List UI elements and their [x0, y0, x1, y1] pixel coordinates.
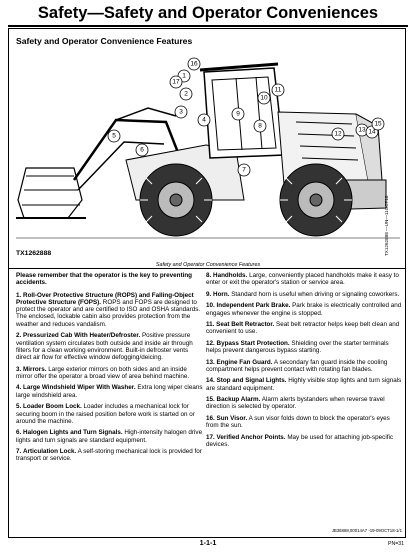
feature-item	[206, 359, 402, 374]
feature-item-number: 11.	[206, 321, 215, 329]
feature-item-number: 4.	[16, 384, 22, 392]
title-rule	[8, 25, 408, 27]
feature-item-title: Stop and Signal Lights.	[216, 377, 287, 385]
feature-item	[206, 434, 402, 449]
feature-item-number: 5.	[16, 403, 22, 411]
feature-item-title: Roll-Over Protective Structure (ROPS) and Falling-Object Protective Structure (FOPS).	[16, 291, 194, 306]
callout-6-label: 6	[140, 146, 144, 154]
feature-item-number: 10.	[206, 302, 215, 310]
feature-item-text: Seat belt retractor helps keep belt clean and convenient to use.	[206, 321, 400, 336]
feature-item-title: Backup Alarm.	[216, 396, 261, 404]
feature-item-number: 7.	[16, 448, 22, 456]
figure-caption: Safety and Operator Convenience Features	[155, 262, 261, 268]
loader-illustration	[16, 50, 400, 246]
feature-item-title: Articulation Lock.	[23, 448, 77, 456]
feature-item-number: 15.	[206, 396, 215, 404]
feature-item-text: Loader includes a mechanical lock for securing boom in the raised position before work is started on or around the machine.	[16, 403, 195, 425]
feature-item-number: 2.	[16, 332, 22, 340]
feature-item-text: High-intensity halogen drive lights and turn signals are standard equipment.	[16, 429, 203, 444]
feature-item-number: 12.	[206, 339, 215, 347]
left-column	[16, 272, 204, 467]
feature-item	[206, 321, 402, 336]
feature-item-title: Pressurized Cab With Heater/Defroster.	[23, 332, 141, 340]
section-title: Safety and Operator Convenience Features	[16, 36, 193, 46]
feature-item-title: Independent Park Brake.	[216, 302, 291, 310]
feature-item	[16, 429, 204, 444]
feature-item	[206, 340, 402, 355]
feature-item-title: Halogen Lights and Turn Signals.	[23, 429, 123, 437]
feature-item-title: Handholds.	[213, 272, 248, 279]
callout-12-label: 12	[334, 130, 342, 138]
feature-item-text: Positive pressure ventilation system circulates both outside and inside air through filters for a clean working environment. Built-in defroster vents direct air flow for effective window defogging/deicing.	[16, 332, 193, 362]
page-title: Safety—Safety and Operator Conveniences	[37, 4, 379, 22]
feature-item-text: A sun visor folds down to block the operator's eyes from the sun.	[206, 414, 390, 430]
feature-item-text: Park brake is electrically controlled and engages whenever the engine is stopped.	[206, 302, 402, 317]
feature-item-title: Horn.	[213, 290, 230, 298]
left-item-list	[16, 292, 204, 463]
intro-text: Please remember that the operator is the key to preventing accidents.	[16, 272, 193, 287]
callout-2-label: 2	[184, 90, 188, 98]
feature-item	[16, 448, 204, 463]
feature-item-text: Large, conveniently placed handholds make it easy to enter or exit the operator's station or service area.	[206, 272, 399, 287]
feature-item-text: A self-storing mechanical lock is provided for transport or service.	[16, 448, 202, 463]
callout-8-label: 8	[258, 122, 262, 130]
right-item-list	[206, 272, 402, 448]
feature-item-title: Bypass Start Protection.	[216, 339, 290, 347]
feature-item	[16, 332, 204, 361]
page-number: 1-1-1	[199, 538, 217, 547]
feature-item-text: A secondary fan guard inside the cooling compartment helps prevent contact with rotating fan blades.	[206, 358, 388, 373]
callout-7-label: 7	[242, 166, 246, 174]
callout-14-label: 14	[368, 128, 376, 136]
callout-11-label: 11	[274, 86, 282, 94]
figure-divider	[8, 268, 406, 269]
feature-item-number: 16.	[206, 414, 215, 422]
feature-item	[206, 396, 402, 411]
callout-3-label: 3	[179, 108, 183, 116]
feature-item-text: Highly visible stop lights and turn signals are standard equipment.	[206, 377, 402, 392]
callout-9-label: 9	[236, 110, 240, 118]
feature-item-text: Alarm alerts bystanders when reverse travel direction is selected by operator.	[206, 396, 385, 411]
feature-item-number: 3.	[16, 365, 22, 373]
feature-item	[206, 272, 402, 287]
feature-item-number: 6.	[16, 429, 22, 437]
feature-item-number: 1.	[16, 291, 22, 299]
feature-item-text: Extra long wiper cleans large windshield area.	[16, 384, 203, 399]
callout-1-label: 1	[182, 72, 186, 80]
feature-item	[206, 302, 402, 317]
feature-item-text: Shielding over the starter terminals helps prevent dangerous bypass starting.	[206, 339, 389, 355]
callout-13-label: 13	[358, 126, 366, 134]
feature-item	[16, 384, 204, 399]
feature-item-title: Large Windshield Wiper With Washer.	[23, 384, 136, 392]
pn-code: PN=31	[387, 541, 404, 547]
right-column	[206, 272, 402, 453]
feature-item-text: Large exterior mirrors on both sides and an inside mirror offer the operator a broad view of area behind machine.	[16, 365, 190, 380]
footer-code: JB36888,00014A7 -19-09OCT18-1/1	[331, 528, 402, 533]
feature-item-number: 9.	[206, 290, 212, 298]
feature-item-number: 14.	[206, 377, 215, 385]
figure-id: TX1262888	[16, 250, 52, 257]
callout-17-label: 17	[172, 78, 180, 86]
feature-item-number: 8.	[206, 272, 212, 279]
feature-item-text: May be used for attaching job-specific devices.	[206, 433, 394, 449]
feature-item-text: ROPS and FOPS are designed to protect the operator and are certified to ISO and OSHA standards. The enclosed, lockable cabin also provides protection from the weather and reduces vandalism.	[16, 298, 201, 328]
callout-5-label: 5	[112, 132, 116, 140]
callout-16-label: 16	[190, 60, 198, 68]
feature-item-title: Mirrors.	[23, 365, 47, 373]
callout-4-label: 4	[202, 116, 206, 124]
figure-side-code: TX1262888 —UN—11OCT18	[384, 195, 389, 256]
feature-item	[206, 415, 402, 430]
feature-item-text: Standard horn is useful when driving or signaling coworkers.	[231, 290, 400, 298]
feature-item	[16, 403, 204, 425]
feature-item-title: Sun Visor.	[216, 414, 248, 422]
feature-item	[16, 292, 204, 328]
feature-item	[206, 377, 402, 392]
callout-10-label: 10	[260, 94, 268, 102]
feature-item-number: 13.	[206, 358, 215, 366]
feature-item	[16, 366, 204, 381]
callout-15-label: 15	[374, 120, 382, 128]
feature-item-title: Loader Boom Lock.	[23, 403, 82, 411]
feature-item	[206, 291, 402, 298]
feature-item-number: 17.	[206, 433, 215, 441]
feature-item-title: Seat Belt Retractor.	[216, 321, 275, 329]
feature-item-title: Engine Fan Guard.	[216, 358, 273, 366]
feature-item-title: Verified Anchor Points.	[216, 433, 286, 441]
